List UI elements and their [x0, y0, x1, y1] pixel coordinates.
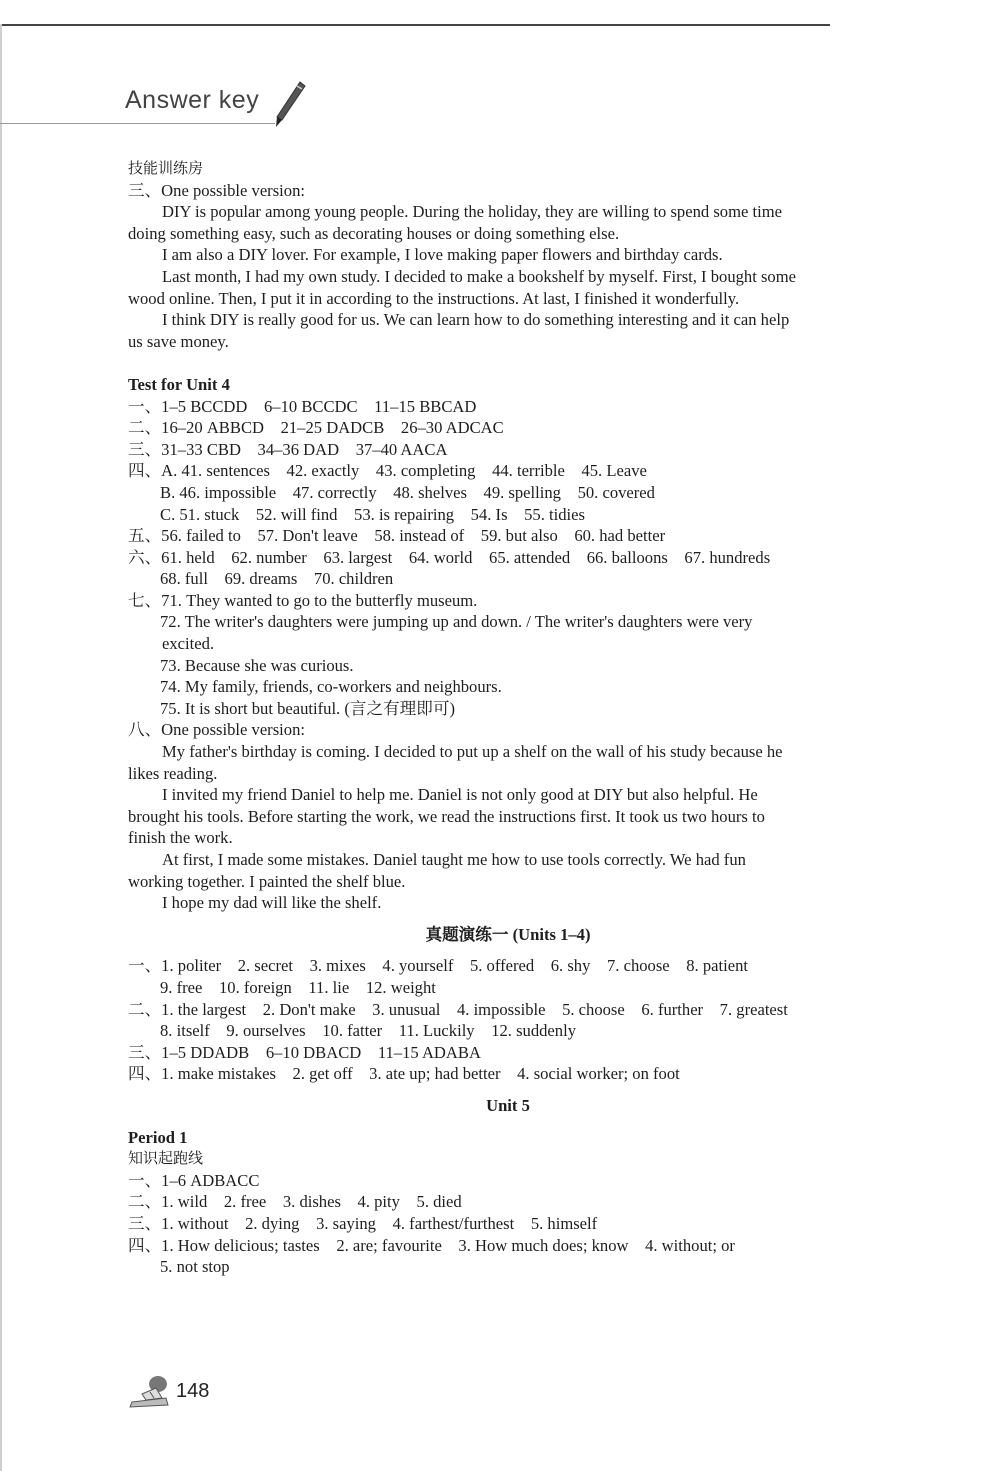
- text-line: 73. Because she was curious.: [160, 655, 354, 675]
- text-line: I think DIY is really good for us. We can learn how to do something interesting and it can help: [162, 310, 790, 330]
- spacer: [128, 945, 888, 955]
- reading-figure-icon: [128, 1372, 174, 1408]
- text-line: Last month, I had my own study. I decided to make a bookshelf by myself. First, I bought some: [162, 266, 796, 286]
- text-line: 三、1–5 DDADB 6–10 DBACD 11–15 ADABA: [128, 1042, 481, 1062]
- text-line: wood online. Then, I put it in according to the instructions. At last, I finished it wonderfully.: [128, 288, 740, 308]
- top-rule: [0, 24, 830, 26]
- text-line: I am also a DIY lover. For example, I love making paper flowers and birthday cards.: [162, 245, 723, 265]
- text-line: brought his tools. Before starting the work, we read the instructions first. It took us two hours to: [128, 806, 765, 826]
- text-line: 三、1. without 2. dying 3. saying 4. farthest/furthest 5. himself: [128, 1213, 598, 1233]
- text-line: 68. full 69. dreams 70. children: [160, 569, 394, 589]
- text-line: likes reading.: [128, 763, 218, 783]
- spacer: [128, 914, 888, 924]
- text-line: 八、One possible version:: [128, 720, 305, 740]
- text-line: 5. not stop: [160, 1257, 230, 1277]
- text-line: 二、1. wild 2. free 3. dishes 4. pity 5. died: [128, 1192, 462, 1212]
- text-line: 真题演练一 (Units 1–4): [425, 924, 591, 944]
- text-line: Period 1: [128, 1127, 188, 1147]
- text-line: 9. free 10. foreign 11. lie 12. weight: [160, 977, 436, 997]
- text-line: Unit 5: [486, 1095, 530, 1115]
- spacer: [128, 1085, 888, 1095]
- text-line: Test for Unit 4: [128, 374, 230, 394]
- text-line: I hope my dad will like the shelf.: [162, 893, 382, 913]
- answer-content: [128, 158, 888, 1278]
- text-line: 一、1–6 ADBACC: [128, 1170, 260, 1190]
- text-line: 三、31–33 CBD 34–36 DAD 37–40 AACA: [128, 439, 448, 459]
- text-line: DIY is popular among young people. During the holiday, they are willing to spend some time: [162, 202, 782, 222]
- text-line: 七、71. They wanted to go to the butterfly museum.: [128, 590, 478, 610]
- text-line: 三、One possible version:: [128, 180, 305, 200]
- text-line: 二、16–20 ABBCD 21–25 DADCB 26–30 ADCAC: [128, 418, 504, 438]
- side-rule: [0, 24, 2, 1471]
- text-line: 二、1. the largest 2. Don't make 3. unusual 4. impossible 5. choose 6. further 7. greatest: [128, 999, 788, 1019]
- text-line: 75. It is short but beautiful. (言之有理即可): [160, 698, 455, 718]
- header-rule: [0, 123, 275, 124]
- text-line: 五、56. failed to 57. Don't leave 58. instead of 59. but also 60. had better: [128, 526, 666, 546]
- text-line: 四、1. How delicious; tastes 2. are; favourite 3. How much does; know 4. without; or: [128, 1235, 735, 1255]
- text-line: working together. I painted the shelf blue.: [128, 871, 406, 891]
- page-number: 148: [176, 1380, 210, 1402]
- text-line: 六、61. held 62. number 63. largest 64. world 65. attended 66. balloons 67. hundreds: [128, 547, 771, 567]
- text-line: 74. My family, friends, co-workers and neighbours.: [160, 677, 502, 697]
- text-line: doing something easy, such as decorating houses or doing something else.: [128, 223, 620, 243]
- text-line: finish the work.: [128, 828, 233, 848]
- text-line: My father's birthday is coming. I decided to put up a shelf on the wall of his study because he: [162, 742, 783, 762]
- text-line: 一、1. politer 2. secret 3. mixes 4. yourself 5. offered 6. shy 7. choose 8. patient: [128, 956, 748, 976]
- spacer: [128, 352, 888, 374]
- text-line: 技能训练房: [128, 159, 204, 177]
- spacer: [128, 1117, 888, 1127]
- text-line: 8. itself 9. ourselves 10. fatter 11. Luckily 12. suddenly: [160, 1021, 577, 1041]
- page-header-title: Answer key: [125, 86, 260, 114]
- pen-icon: [272, 80, 306, 130]
- text-line: 四、1. make mistakes 2. get off 3. ate up; had better 4. social worker; on foot: [128, 1064, 680, 1084]
- text-line: C. 51. stuck 52. will find 53. is repairing 54. Is 55. tidies: [160, 504, 585, 524]
- text-line: excited.: [162, 634, 215, 654]
- text-line: B. 46. impossible 47. correctly 48. shelves 49. spelling 50. covered: [160, 482, 655, 502]
- text-line: 72. The writer's daughters were jumping up and down. / The writer's daughters were very: [160, 612, 753, 632]
- text-line: At first, I made some mistakes. Daniel taught me how to use tools correctly. We had fun: [162, 850, 746, 869]
- text-line: 四、A. 41. sentences 42. exactly 43. completing 44. terrible 45. Leave: [128, 461, 647, 481]
- text-line: us save money.: [128, 331, 229, 351]
- text-line: 知识起跑线: [128, 1149, 204, 1168]
- text-line: 一、1–5 BCCDD 6–10 BCCDC 11–15 BBCAD: [128, 396, 477, 416]
- text-line: I invited my friend Daniel to help me. Daniel is not only good at DIY but also helpful. He: [162, 785, 758, 805]
